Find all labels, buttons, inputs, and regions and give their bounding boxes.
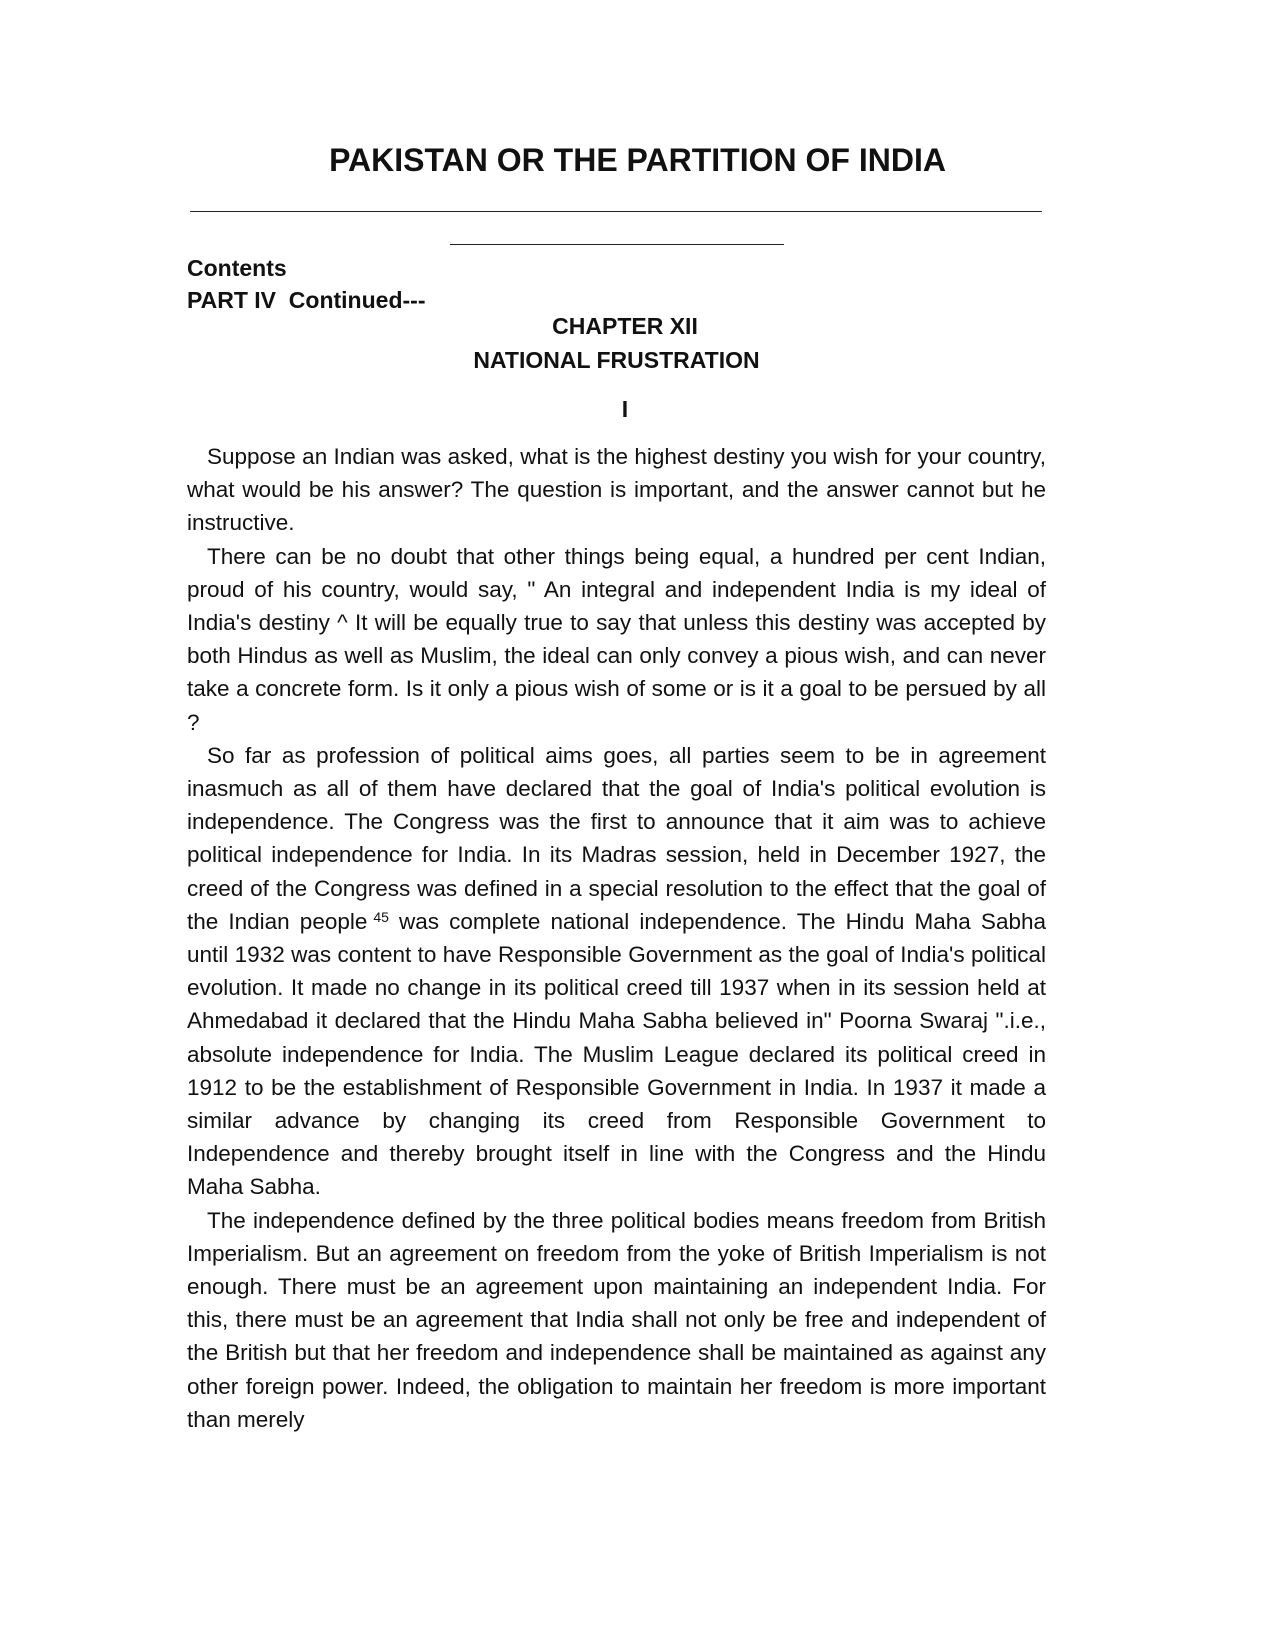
footnote-reference[interactable]: 45 bbox=[373, 908, 389, 925]
paragraph-3-after-footnote: was complete national independence. The Hindu Maha Sabha until 1932 was content to have Responsible Government as the goal of India's political evolution. It made no change in its political creed till 1937 when in its session held at Ahmedabad it declared that the Hindu Maha Sabha believed in" Poorna Swaraj ".i.e., absolute independence for India. The Muslim League declared its political creed in 1912 to be the establishment of Responsible Government in India. In 1937 it made a similar advance by changing its creed from Responsible Government to Independence and thereby brought itself in line with the Congress and the Hindu Maha Sabha. bbox=[187, 908, 1046, 1200]
body-text bbox=[187, 440, 1046, 1436]
part-label: PART IV Continued--- bbox=[187, 287, 426, 313]
book-title: PAKISTAN OR THE PARTITION OF INDIA bbox=[329, 142, 946, 178]
chapter-title: NATIONAL FRUSTRATION bbox=[473, 347, 760, 373]
paragraph-3-before-footnote: So far as profession of political aims goes, all parties seem to be in agreement inasmuch as all of them have declared that the goal of India's political evolution is independence. The Congress was the first to announce that it aim was to achieve political independence for India. In its Madras session, held in December 1927, the creed of the Congress was defined in a special resolution to the effect that the goal of the Indian people bbox=[187, 742, 1046, 934]
paragraph-4: The independence defined by the three political bodies means freedom from British Imperialism. But an agreement on freedom from the yoke of British Imperialism is not enough. There must be an agreement upon maintaining an independent India. For this, there must be an agreement that India shall not only be free and independent of the British but that her freedom and independence shall be maintained as against any other foreign power. Indeed, the obligation to maintain her freedom is more important than merely bbox=[187, 1207, 1046, 1432]
section-number: I bbox=[621, 396, 629, 422]
paragraph-1: Suppose an Indian was asked, what is the highest destiny you wish for your country, what would be his answer? The question is important, and the answer cannot but he instructive. bbox=[187, 444, 1046, 536]
contents-label: Contents bbox=[187, 255, 287, 281]
paragraph-2: There can be no doubt that other things being equal, a hundred per cent Indian, proud of his country, would say, " An integral and independent India is my ideal of India's destiny ^ It will be equally true to say that unless this destiny was accepted by both Hindus as well as Muslim, the ideal can only convey a pious wish, and can never take a concrete form. Is it only a pious wish of some or is it a goal to be persued by all ? bbox=[187, 543, 1046, 735]
chapter-number: CHAPTER XII bbox=[552, 313, 698, 339]
title-rule-short bbox=[450, 244, 784, 245]
title-rule-long bbox=[190, 211, 1042, 212]
paragraph-3 bbox=[187, 739, 1046, 1204]
